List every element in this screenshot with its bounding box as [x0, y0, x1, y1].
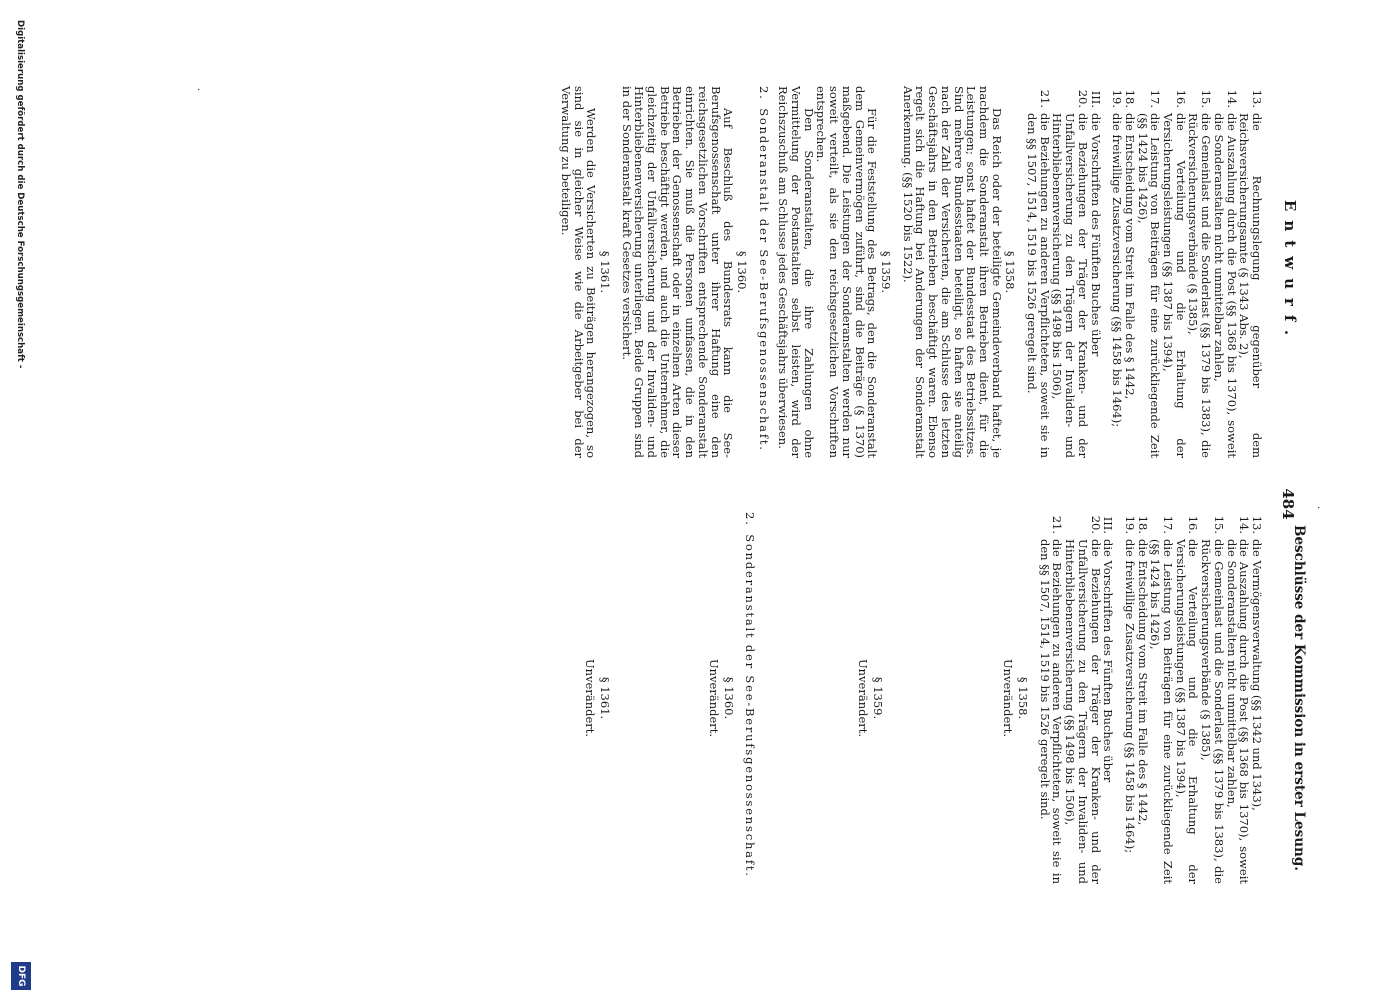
list-item-number: 19. — [1110, 89, 1125, 108]
list-item — [1250, 512, 1263, 884]
list-item-number: 15. — [1199, 89, 1214, 108]
list-item — [1123, 512, 1136, 884]
roman-number: III. — [1101, 516, 1116, 534]
roman-number: III. — [1088, 90, 1103, 108]
list-item — [1174, 512, 1199, 884]
list-item-text: die Entscheidung vom Streit im Falle des § 1442, — [1135, 539, 1150, 826]
list-item — [1149, 512, 1174, 884]
left-items-a — [1111, 86, 1263, 458]
right-items-a — [1123, 512, 1263, 884]
paragraph-heading-1359: § 1359. — [870, 676, 885, 720]
paragraph-heading-1361: § 1361. — [597, 250, 612, 294]
right-items-b — [1038, 512, 1102, 884]
section-number: 2. — [756, 86, 771, 101]
list-item-text: die Vermögensverwaltung (§§ 1342 und 1343), — [1250, 539, 1264, 811]
paragraph-1361-text: Werden die Versicherten zu Beiträgen herangezogen, so sind sie in gleicher Weise wie die Arbeitgeber bei der Verwaltung zu beteiligen. — [558, 86, 599, 458]
list-item — [1111, 86, 1124, 458]
paragraph-heading-1361: § 1361. — [598, 676, 613, 720]
list-item — [1199, 512, 1224, 884]
list-item-text: die Auszahlung durch die Post (§§ 1368 bis 1370), soweit die Sonderanstalten nicht unmittelbar zahlen, — [1211, 113, 1239, 458]
list-item-number: 18. — [1122, 89, 1137, 108]
list-item-number: 14. — [1224, 89, 1239, 108]
list-item-number: 16. — [1173, 89, 1188, 108]
list-item-number: 17. — [1161, 515, 1176, 534]
list-item-number: 20. — [1075, 89, 1090, 108]
list-item-text: die freiwillige Zusatzversicherung (§§ 1458 bis 1464); — [1110, 113, 1125, 428]
list-item — [1038, 512, 1063, 884]
unchanged-note: Unverändert. — [583, 658, 598, 738]
section-heading-see-berufsgenossenschaft — [744, 512, 757, 884]
page-number: 484 — [1279, 488, 1297, 520]
unchanged-note: Unverändert. — [1001, 658, 1016, 738]
left-column — [559, 86, 1263, 458]
scan-speck: · — [1312, 506, 1323, 510]
list-item-number: 17. — [1148, 89, 1163, 108]
list-item-text: die Beziehungen der Träger der Kranken- und der Unfallversicherung zu den Trägern der Invaliden- und Hinterbliebenenversicherung (§§ 1498 bis 1506), — [1050, 113, 1090, 458]
list-item — [1051, 86, 1089, 458]
list-item — [1136, 86, 1161, 458]
list-item-number: 13. — [1250, 89, 1264, 108]
list-item — [1225, 512, 1250, 884]
list-item-text: die Verteilung und die Erhaltung der Versicherungsleistungen (§§ 1387 bis 1394), — [1161, 113, 1188, 458]
list-item-text: die Entscheidung vom Streit im Falle des § 1442, — [1122, 113, 1137, 400]
unchanged-note: Unverändert. — [855, 658, 870, 738]
list-item-number: 21. — [1037, 89, 1052, 108]
list-item — [1136, 512, 1149, 884]
list-item-number: 19. — [1122, 515, 1137, 534]
roman-text: die Vorschriften des Fünften Buches über — [1101, 539, 1116, 783]
paragraph-heading-1360: § 1360. — [734, 250, 749, 294]
paragraph-1359-text-1: Für die Feststellung des Betrags, den die Sonderanstalt dem Gemeinvermögen zuführt, sind die Beiträge (§ 1370) maßgebend. Die Leistungen der Sonderanstalten werden nur soweit verteilt, als sie den reichsgesetzlichen Vorschriften entsprechen. — [814, 86, 880, 458]
right-column-heading: Beschlüsse der Kommission in erster Lesung. — [1291, 525, 1307, 871]
list-item — [1238, 86, 1263, 458]
list-item-text: die freiwillige Zusatzversicherung (§§ 1458 bis 1464); — [1122, 539, 1137, 854]
list-item — [1123, 86, 1136, 458]
section-title: Sonderanstalt der See-Berufsgenossenschaft. — [743, 534, 758, 878]
list-item-number: 20. — [1088, 515, 1103, 534]
paragraph-heading-1358: § 1358. — [1003, 250, 1018, 294]
left-roman-heading — [1089, 86, 1102, 458]
section-heading-see-berufsgenossenschaft — [757, 86, 770, 458]
paragraph-1360-text: Auf Beschluß des Bundesrats kann die See-Berufsgenossenschaft unter ihrer Haftung eine den reichsgesetzlichen Vorschriften entsprechende Sonderanstalt einrichten. Sie muß die Personen umfassen, die in den Betrieben der Genossenschaft oder in einzelnen Arten dieser Betriebe beschäftigt werden, und auch die Unternehmer, die gleichzeitig der Unfallversicherung und der Invaliden- und Hinterbliebenenversicherung unterliegen. Beide Gruppen sind in der Sonderanstalt kraft Gesetzes versichert. — [619, 86, 736, 458]
list-item-text: die Verteilung und die Erhaltung der Versicherungsleistungen (§§ 1387 bis 1394), — [1173, 539, 1201, 884]
list-item-text: die Rechnungslegung gegenüber dem Reichsversicherungsamte (§ 1343 Abs. 2), — [1237, 113, 1264, 458]
list-item — [1212, 86, 1237, 458]
list-item-text: die Leistung von Beiträgen für eine zurückliegende Zeit (§§ 1424 bis 1426), — [1148, 539, 1176, 884]
list-item — [1161, 86, 1186, 458]
list-item — [1025, 86, 1050, 458]
right-column — [584, 512, 1263, 884]
list-item-number: 16. — [1186, 515, 1201, 534]
unchanged-note: Unverändert. — [706, 658, 721, 738]
paragraph-heading-1360: § 1360. — [721, 676, 736, 720]
list-item-number: 15. — [1211, 515, 1226, 534]
right-roman-heading — [1102, 512, 1115, 884]
list-item-text: die Beziehungen der Träger der Kranken- und der Unfallversicherung zu den Trägern der Invaliden- und Hinterbliebenenversicherung (§§ 1498 bis 1506), — [1063, 539, 1103, 884]
list-item-text: die Beziehungen zu anderen Verpflichteten, soweit sie in den §§ 1507, 1514, 1519 bis 1526 geregelt sind. — [1037, 539, 1065, 884]
list-item-text: die Leistung von Beiträgen für eine zurückliegende Zeit (§§ 1424 bis 1426), — [1135, 113, 1163, 458]
list-item — [1187, 86, 1212, 458]
list-item-number: 18. — [1135, 515, 1150, 534]
paragraph-heading-1358: § 1358. — [1016, 676, 1031, 720]
roman-text: die Vorschriften des Fünften Buches über — [1088, 113, 1103, 357]
list-item-number: 13. — [1250, 515, 1264, 534]
list-item-text: die Gemeinlast und die Sonderlast (§§ 1379 bis 1383), die Rückversicherungsverbände (§ 1385), — [1186, 113, 1214, 458]
list-item-text: die Beziehungen zu anderen Verpflichteten, soweit sie in den §§ 1507, 1514, 1519 bis 1526 geregelt sind. — [1025, 113, 1052, 458]
left-items-b — [1025, 86, 1089, 458]
paragraph-1358-text: Das Reich oder der beteiligte Gemeindeverband haftet, je nachdem die Sonderanstalt ihren Betrieben dient, für die Leistungen; sonst haftet der Bundesstaat des Betriebssitzes. Sind mehrere Bundesstaaten beteiligt, so haften sie anteilig nach der Zahl der Versicherten, die am Schlusse des letzten Geschäftsjahrs in den Betrieben beschäftigt waren. Ebenso regelt sich die Haftung bei Anderungen der Sonderanstalt Anerkennung. (§§ 1520 bis 1522). — [900, 86, 1004, 458]
scan-speck: · — [192, 88, 203, 92]
left-column-title: Entwurf. — [1281, 199, 1299, 345]
list-item-number: 21. — [1050, 515, 1065, 534]
section-number: 2. — [743, 512, 758, 527]
digitization-credit: Digitalisierung gefördert durch die Deutsche Forschungsgemeinschaft - — [15, 20, 25, 369]
dfg-logo: DFG — [11, 962, 31, 990]
list-item — [1063, 512, 1101, 884]
list-item-text: die Gemeinlast und die Sonderlast (§§ 1379 bis 1383), die Rückversicherungsverbände (§ 1385), — [1199, 539, 1226, 884]
section-title: Sonderanstalt der See-Berufsgenossenschaft. — [756, 108, 771, 452]
paragraph-1359-text-2: Den Sonderanstalten, die ihre Zahlungen ohne Vermittelung der Postanstalten selbst leisten, wird der Reichszuschuß am Schlusse jedes Geschäftsjahrs überwiesen. — [776, 86, 816, 458]
list-item-number: 14. — [1237, 515, 1252, 534]
list-item-text: die Auszahlung durch die Post (§§ 1368 bis 1370), soweit die Sonderanstalten nicht unmittelbar zahlen, — [1224, 539, 1252, 884]
paragraph-heading-1359: § 1359. — [879, 250, 894, 294]
